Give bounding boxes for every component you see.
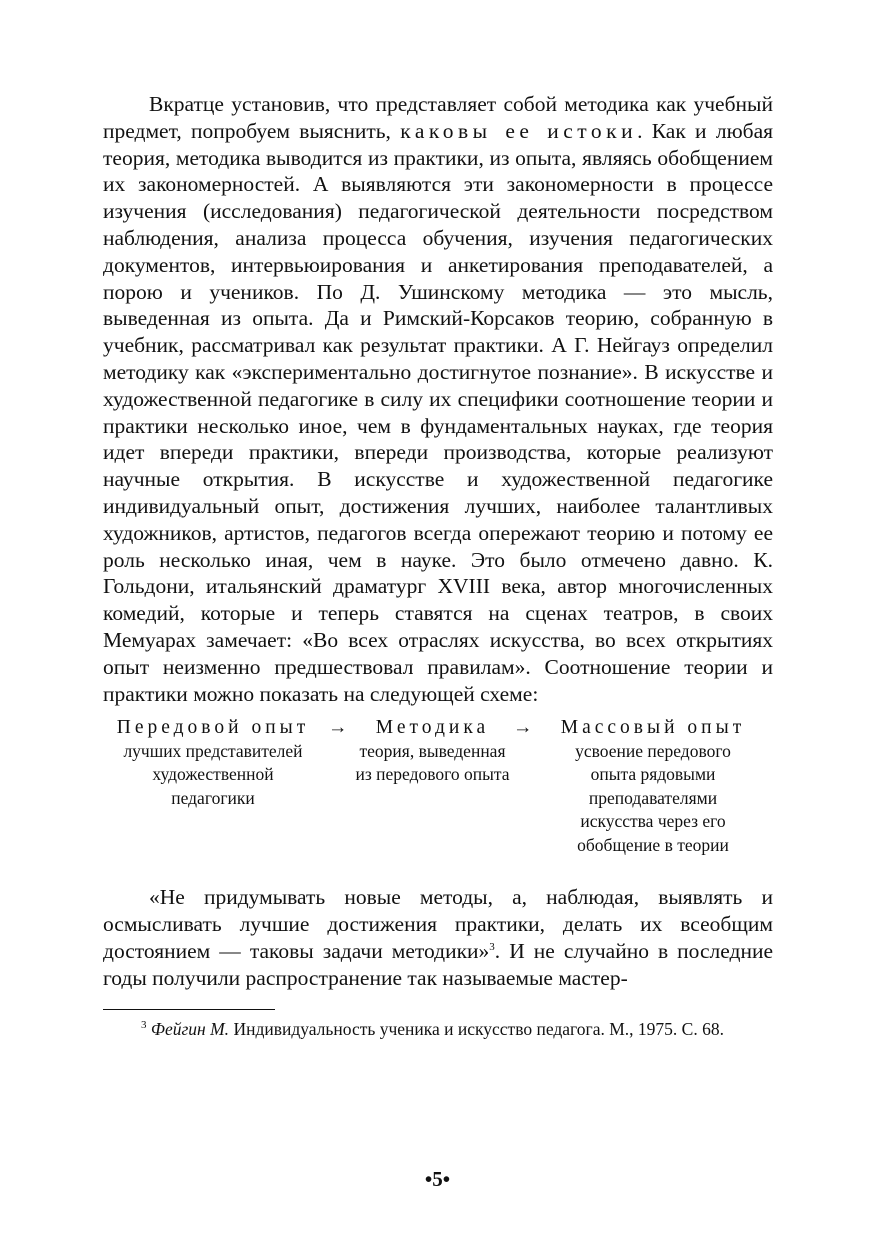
footnote-marker: 3 [141, 1018, 147, 1031]
scheme-line: преподавателями [588, 787, 718, 808]
footnote-author: Фейгин М. [150, 1018, 230, 1039]
scheme-arrow-2: → [513, 717, 533, 739]
footnote-text: Индивидуальность ученика и искусство педагога. М., 1975. С. 68. [229, 1018, 724, 1039]
scheme-arrow-1: → [328, 717, 348, 739]
scheme-line: усвоение передового [575, 740, 731, 761]
scheme-column-methodology [335, 716, 530, 787]
paragraph-1-start: Вкратце установив, что представляет собой методика как учебный предмет, попробуем выяснить, [103, 92, 773, 143]
scheme-line: обобщение в теории [577, 834, 729, 855]
paragraph-2 [103, 884, 773, 991]
scheme-line: лучших представителей [123, 740, 303, 761]
scheme-head-2: Методика [375, 717, 490, 739]
paragraph-1 [103, 91, 773, 707]
scheme-line: из передового опыта [355, 764, 510, 785]
scheme-line: теория, выведенная [359, 740, 506, 761]
footnote-divider [103, 1009, 275, 1010]
page-content [103, 91, 773, 1041]
scheme-column-mass-experience [543, 716, 763, 857]
footnote [103, 1017, 773, 1042]
scheme-line: педагогики [171, 787, 255, 808]
scheme-line: искусства через его [580, 811, 726, 832]
paragraph-1-rest: . Как и любая теория, методика выводится из практики, из опыта, являясь обобщением их закономерностей. А выявляются эти закономерности в процессе изучения (исследования) педагогической деятельности посредством наблюдения, анализа процесса обучения, изучения педагогических документов, интервьюирования и анкетирования преподавателей, а порою и учеников. По Д. Ушинскому методика — это мысль, выведенная из опыта. Да и Римский-Корсаков теорию, собранную в учебник, рассматривал как результат практики. А Г. Нейгауз определил методику как «экспериментально достигнутое познание». В искусстве и художественной педагогике в силу их специфики соотношение теории и практики несколько иное, чем в фундаментальных науках, где теория идет впереди практики, впереди производства, которые реализуют научные открытия. В искусстве и художественной педагогике индивидуальный опыт, достижения лучших, наиболее талантливых художников, артистов, педагогов всегда опережают теорию и потому ее роль несколько иная, чем в науке. Это было отмечено давно. К. Гольдони, итальянский драматург XVIII века, автор многочисленных комедий, которые и теперь ставятся на сценах театров, в своих Мемуарах замечает: «Во всех отраслях искусства, во всех открытиях опыт неизменно предшествовал правилам». Соотношение теории и практики можно показать на следующей схеме: [103, 118, 773, 706]
scheme-head-3: Массовый опыт [560, 717, 746, 739]
scheme-column-advanced-experience [99, 716, 327, 810]
scheme-line: художественной [152, 764, 274, 785]
paragraph-1-spaced-phrase: каковы ее истоки [400, 118, 638, 143]
footnote-reference[interactable]: 3 [489, 940, 495, 953]
scheme-head-1: Передовой опыт [116, 717, 310, 739]
page-number: •5• [424, 1167, 451, 1191]
scheme-line: опыта рядовыми [590, 764, 716, 785]
paragraph-2-rest: . И не случайно в последние годы получили распространение так называемые мастер- [103, 938, 773, 990]
scheme-diagram [103, 716, 773, 874]
paragraph-2-quote: «Не придумывать новые методы, а, наблюдая, выявлять и осмысливать лучшие достижения практики, делать их всеобщим достоянием — таковы задачи методики» [103, 885, 773, 963]
